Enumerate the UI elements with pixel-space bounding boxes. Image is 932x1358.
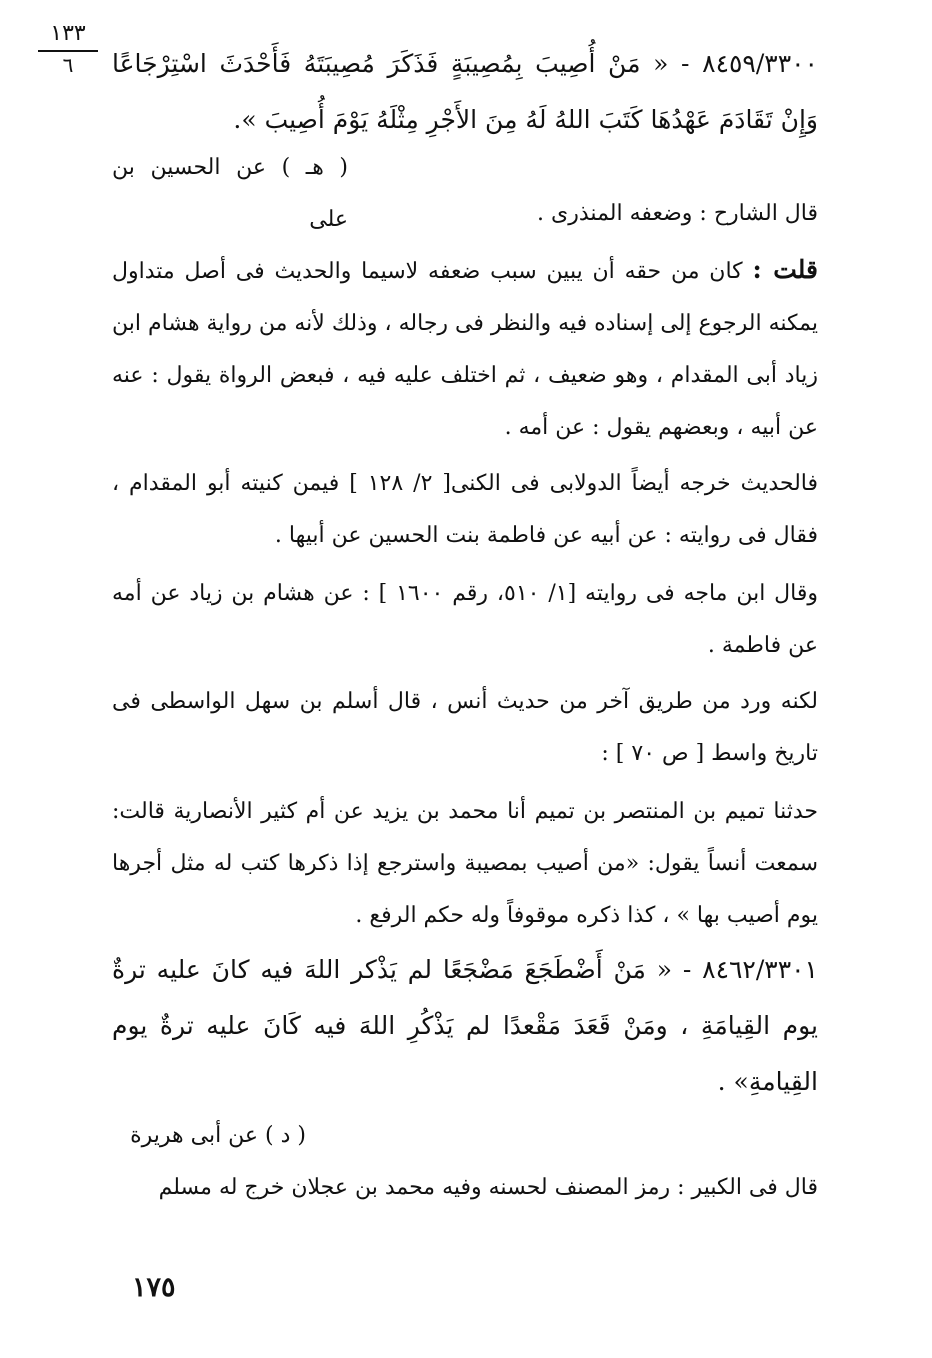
hadith-8462-source: ( د ) عن أبى هريرة bbox=[130, 1123, 306, 1148]
anas-paragraph: لكنه ورد من طريق آخر من حديث أنس ، قال أسلم بن سهل الواسطى فى تاريخ واسط [ ص ٧٠ ] : bbox=[112, 689, 818, 766]
margin-reference-rule bbox=[38, 50, 98, 52]
ibn-majah-paragraph: وقال ابن ماجه فى روايته [١/ ٥١٠، رقم ١٦٠٠ ] : عن هشام بن زياد عن أمه عن فاطمة . bbox=[112, 581, 819, 658]
hadith-8459-text: ٨٤٥٩/٣٣٠٠ - « مَنْ أُصِيبَ بِمُصِيبَةٍ فَذَكَرَ مُصِيبَتَهُ فَأَحْدَثَ اسْتِرْجَاعًا وَإِنْ تَقَادَمَ عَهْدُهَا كَتَبَ اللهُ لَهُ مِنَ الأَجْرِ مِثْلَهُ يَوْمَ أُصِيبَ ». bbox=[112, 49, 818, 134]
hadith-8459-source: ( هـ ) عن الحسين بن على bbox=[112, 155, 348, 232]
qultu-paragraph bbox=[112, 244, 818, 454]
page-number: ١٧٥ bbox=[132, 1272, 176, 1303]
kabir-comment: قال فى الكبير : رمز المصنف لحسنه وفيه محمد بن عجلان خرج له مسلم bbox=[158, 1175, 818, 1200]
qultu-text: كان من حقه أن يبين سبب ضعفه لاسيما والحديث فى أصل متداول يمكنه الرجوع إلى إسناده فيه والنظر فى رجاله ، وذلك لأنه من رواية هشام ابن زياد أبى المقدام ، وهو ضعيف ، ثم اختلف عليه فيه ، فبعض الرواة يقول : عنه عن أبيه ، وبعضهم يقول : عن أمه . bbox=[112, 259, 818, 440]
sharih-comment: قال الشارح : وضعفه المنذرى . bbox=[537, 201, 818, 226]
margin-reference-sub: ٦ bbox=[62, 52, 74, 77]
dulabi-paragraph: فالحديث خرجه أيضاً الدولابى فى الكنى[ ٢/ ١٢٨ ] فيمن كنيته أبو المقدام ، فقال فى روايته : عن أبيه عن فاطمة بنت الحسين عن أبيها . bbox=[112, 471, 819, 548]
qultu-lead: قلت : bbox=[752, 255, 818, 284]
margin-reference-number: ١٣٣ bbox=[50, 21, 86, 46]
margin-reference bbox=[38, 22, 98, 76]
hadith-8462-text: ٨٤٦٢/٣٣٠١ - « مَنْ أَضْطَجَعَ مَضْجَعًا لم يَذْكر اللهَ فيه كانَ عليه ترةٌ يوم القِيامَةِ ، ومَنْ قَعَدَ مَقْعدًا لم يَذْكُرِ اللهَ فيه كَانَ عليه ترةٌ يوم القِيامةِ» . bbox=[112, 955, 818, 1096]
haddathana-paragraph: حدثنا تميم بن المنتصر بن تميم أنا محمد بن يزيد عن أم كثير الأنصارية قالت: سمعت أنساً يقول: «من أصيب بمصيبة واسترجع إذا ذكرها كتب له مثل أجرها يوم أصيب بها » ، كذا ذكره موقوفاً وله حكم الرفع . bbox=[112, 799, 818, 928]
